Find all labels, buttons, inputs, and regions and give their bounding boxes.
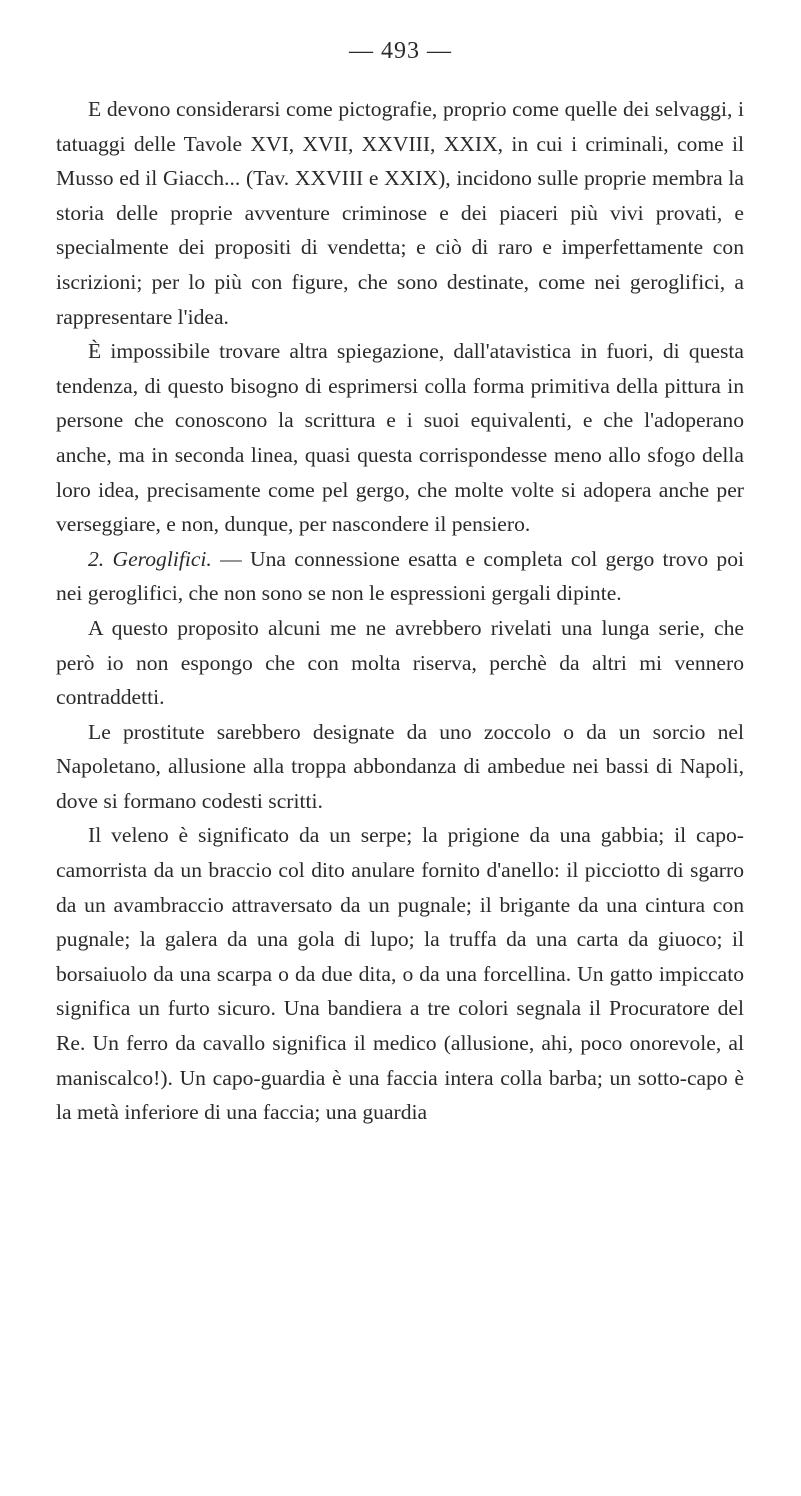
body-text: [56, 92, 744, 1130]
paragraph-prostitute: Le prostitute sarebbero designate da uno zoccolo o da un sorcio nel Napoletano, allusione alla troppa abbondanza di ambedue nei bassi di Napoli, dove si formano codesti scritti.: [56, 719, 744, 813]
paragraph-proposito: A questo proposito alcuni me ne avrebbero rivelati una lunga serie, che però io non espongo che con molta riserva, perchè da altri mi vennero contraddetti.: [56, 615, 744, 710]
paragraph-veleno: Il veleno è significato da un serpe; la prigione da una gabbia; il capo-camorrista da un braccio col dito anulare fornito d'anello: il picciotto di sgarro da un avambraccio attraversato da un pugnale; il brigante da una cintura con pugnale; la galera da una gola di lupo; la truffa da una carta da giuoco; il borsaiuolo da una scarpa o da due dita, o da una forcellina. Un gatto impiccato significa un furto sicuro. Una bandiera a tre colori segnala il Procuratore del Re. Un ferro da cavallo significa il medico (allusione, ahi, poco onorevole, al maniscalco!). Un capo-guardia è una faccia intera colla barba; un sotto-capo è la metà inferiore di una faccia; una guardia: [56, 823, 744, 1125]
paragraph-geroglifici-text: — Una connessione esatta e completa col gergo trovo poi nei geroglifici, che non sono se non le espressioni gergali dipinte.: [56, 546, 745, 606]
paragraph-pictografie: E devono considerarsi come pictografie, proprio come quelle dei selvaggi, i tatuaggi delle Tavole XVI, XVII, XXVIII, XXIX, in cui i criminali, come il Musso ed il Giacch... (Tav. XXVIII e XXIX), incidono sulle proprie membra la storia delle proprie avventure criminose e dei piaceri più vivi provati, e specialmente dei propositi di vendetta; e ciò di raro e imperfettamente con iscrizioni; per lo più con figure, che sono destinate, come nei geroglifici, a rappresentare l'idea.: [56, 97, 744, 329]
page-number: — 493 —: [349, 38, 452, 64]
paragraph-atavistica: È impossibile trovare altra spiegazione, dall'atavistica in fuori, di questa tendenza, di questo bisogno di esprimersi colla forma primitiva della pittura in persone che conoscono la scrittura e i suoi equivalenti, e che l'adoperano anche, ma in seconda linea, quasi questa corrispondesse meno allo sfogo della loro idea, precisamente come pel gergo, che molte volte si adopera anche per verseggiare, e non, dunque, per nascondere il pensiero.: [56, 339, 744, 537]
paragraph-geroglifici: [56, 542, 744, 611]
section-heading: 2. Geroglifici.: [88, 546, 212, 571]
